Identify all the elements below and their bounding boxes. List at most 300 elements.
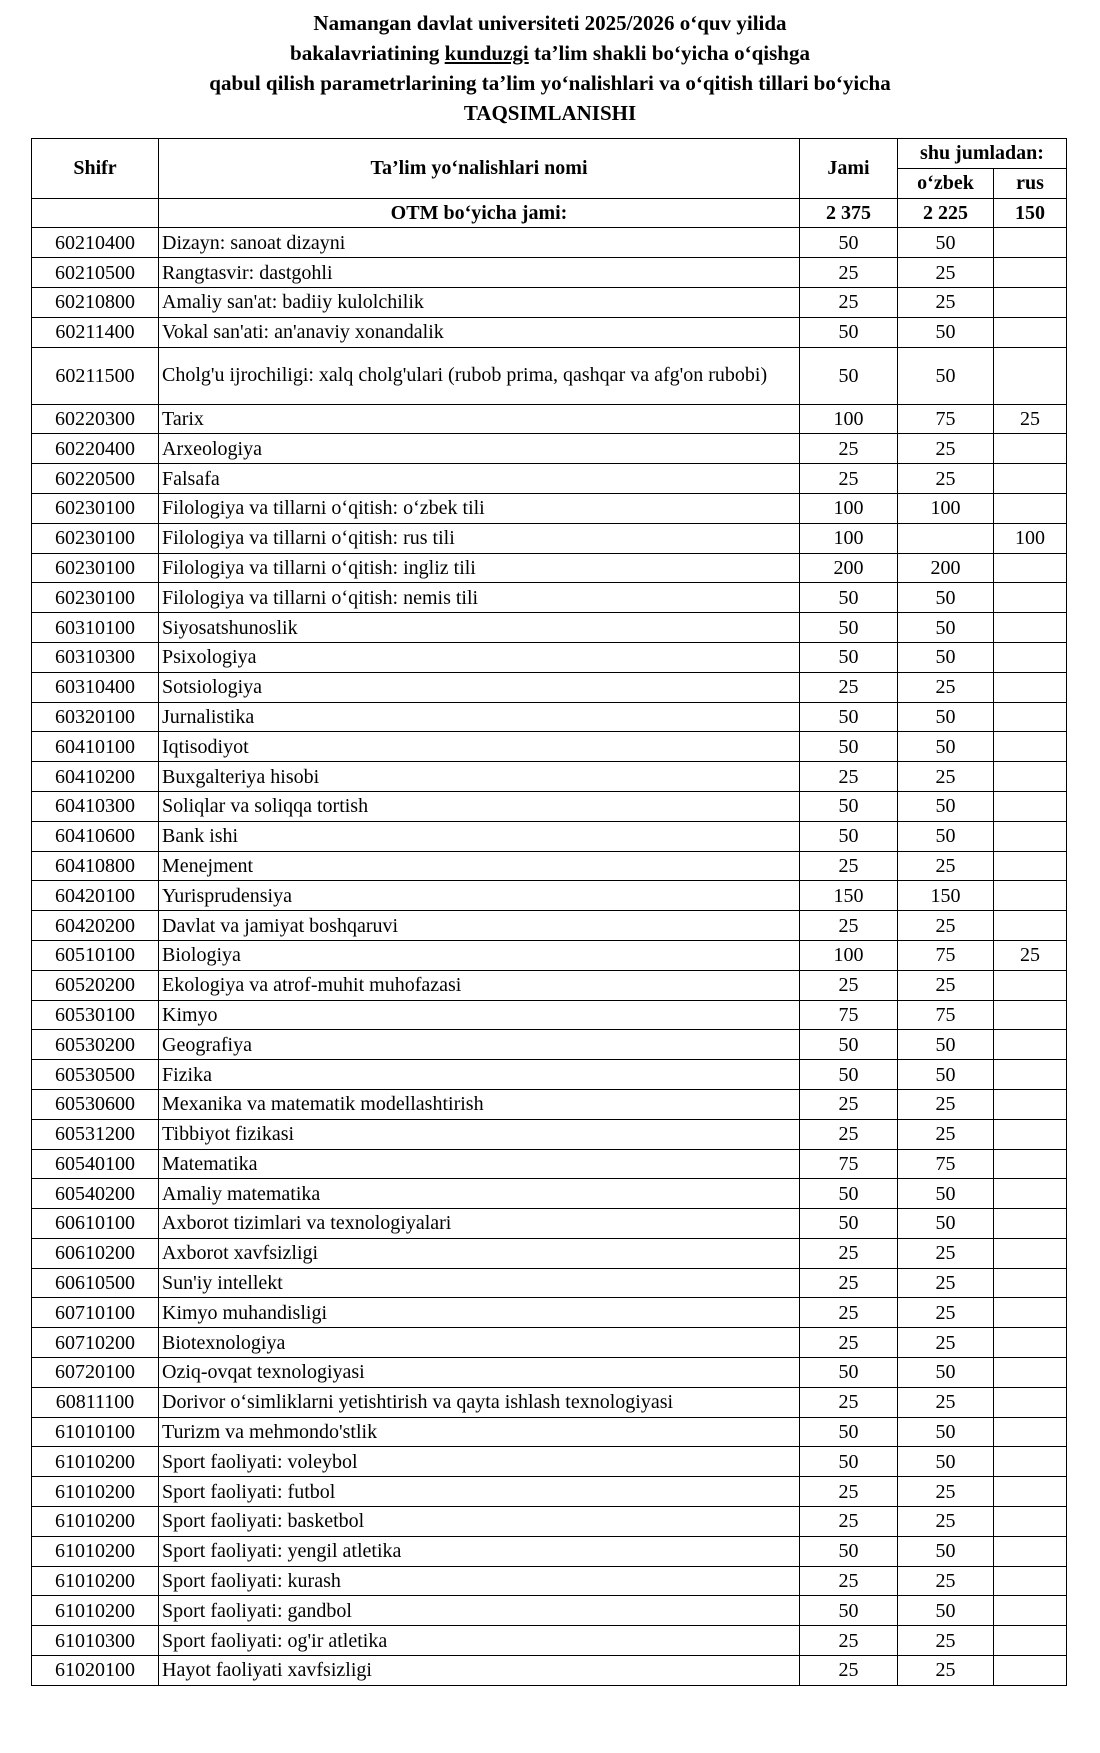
cell-code: 60540200	[32, 1179, 159, 1209]
cell-code: 60540100	[32, 1149, 159, 1179]
cell-name: Axborot tizimlari va texnologiyalari	[159, 1209, 800, 1239]
cell-code: 60420100	[32, 881, 159, 911]
cell-name: Filologiya va tillarni o‘qitish: ingliz tili	[159, 553, 800, 583]
cell-russian	[994, 791, 1067, 821]
cell-uzbek: 50	[898, 1417, 994, 1447]
cell-russian	[994, 228, 1067, 258]
cell-russian	[994, 1209, 1067, 1239]
cell-uzbek: 50	[898, 791, 994, 821]
cell-russian	[994, 1387, 1067, 1417]
cell-uzbek: 50	[898, 642, 994, 672]
cell-russian	[994, 1119, 1067, 1149]
cell-uzbek: 25	[898, 287, 994, 317]
cell-russian	[994, 1268, 1067, 1298]
cell-name: Soliqlar va soliqqa tortish	[159, 791, 800, 821]
cell-total: 50	[800, 791, 898, 821]
cell-code: 61010200	[32, 1477, 159, 1507]
table-row	[32, 1417, 1067, 1447]
cell-uzbek: 50	[898, 583, 994, 613]
cell-code: 61010200	[32, 1536, 159, 1566]
cell-name: Filologiya va tillarni o‘qitish: rus tili	[159, 523, 800, 553]
cell-code: 60610500	[32, 1268, 159, 1298]
cell-total: 25	[800, 762, 898, 792]
cell-russian	[994, 1417, 1067, 1447]
cell-russian	[994, 1596, 1067, 1626]
cell-total: 25	[800, 851, 898, 881]
cell-uzbek: 50	[898, 1179, 994, 1209]
header-total: Jami	[800, 139, 898, 199]
cell-total: 75	[800, 1000, 898, 1030]
cell-name: Cholg'u ijrochiligi: xalq cholg'ulari (rubob prima, qashqar va afg'on rubobi)	[159, 347, 800, 404]
table-row	[32, 642, 1067, 672]
cell-total: 25	[800, 1507, 898, 1537]
cell-total: 25	[800, 1268, 898, 1298]
cell-code: 60220300	[32, 404, 159, 434]
cell-russian	[994, 287, 1067, 317]
grand-total-label: OTM bo‘yicha jami:	[159, 198, 800, 228]
cell-total: 50	[800, 317, 898, 347]
cell-total: 25	[800, 1238, 898, 1268]
table-row	[32, 1387, 1067, 1417]
cell-total: 50	[800, 702, 898, 732]
cell-code: 60510100	[32, 940, 159, 970]
cell-uzbek: 75	[898, 940, 994, 970]
table-row	[32, 1060, 1067, 1090]
cell-name: Sotsiologiya	[159, 672, 800, 702]
table-row	[32, 1656, 1067, 1686]
cell-total: 50	[800, 1060, 898, 1090]
table-row	[32, 1089, 1067, 1119]
cell-name: Matematika	[159, 1149, 800, 1179]
grand-total-spacer	[32, 198, 159, 228]
cell-name: Geografiya	[159, 1030, 800, 1060]
cell-uzbek	[898, 523, 994, 553]
cell-total: 50	[800, 1536, 898, 1566]
cell-code: 60610200	[32, 1238, 159, 1268]
cell-total: 50	[800, 583, 898, 613]
cell-russian	[994, 1656, 1067, 1686]
cell-name: Sport faoliyati: kurash	[159, 1566, 800, 1596]
cell-total: 25	[800, 1119, 898, 1149]
cell-code: 60211500	[32, 347, 159, 404]
cell-code: 60211400	[32, 317, 159, 347]
cell-total: 25	[800, 1656, 898, 1686]
cell-code: 60230100	[32, 553, 159, 583]
cell-russian	[994, 1447, 1067, 1477]
cell-code: 60530500	[32, 1060, 159, 1090]
cell-name: Sport faoliyati: voleybol	[159, 1447, 800, 1477]
cell-uzbek: 25	[898, 1656, 994, 1686]
cell-code: 60310100	[32, 613, 159, 643]
table-row	[32, 1209, 1067, 1239]
table-row	[32, 1030, 1067, 1060]
cell-uzbek: 25	[898, 1238, 994, 1268]
cell-code: 60230100	[32, 583, 159, 613]
cell-total: 25	[800, 1387, 898, 1417]
cell-russian	[994, 1566, 1067, 1596]
cell-code: 60230100	[32, 493, 159, 523]
cell-code: 60220500	[32, 464, 159, 494]
cell-total: 25	[800, 672, 898, 702]
cell-russian	[994, 1328, 1067, 1358]
cell-name: Amaliy san'at: badiiy kulolchilik	[159, 287, 800, 317]
table-row	[32, 851, 1067, 881]
cell-code: 60410600	[32, 821, 159, 851]
cell-total: 50	[800, 1179, 898, 1209]
cell-russian	[994, 821, 1067, 851]
cell-name: Menejment	[159, 851, 800, 881]
cell-russian	[994, 1000, 1067, 1030]
header-group: shu jumladan:	[898, 139, 1067, 169]
cell-uzbek: 25	[898, 1119, 994, 1149]
table-row	[32, 970, 1067, 1000]
cell-code: 60410300	[32, 791, 159, 821]
grand-total-uzbek: 2 225	[898, 198, 994, 228]
cell-total: 50	[800, 1417, 898, 1447]
cell-name: Turizm va mehmondo'stlik	[159, 1417, 800, 1447]
cell-russian	[994, 1536, 1067, 1566]
cell-total: 25	[800, 1328, 898, 1358]
title-line-2-prefix: bakalavriatining	[290, 41, 445, 65]
cell-code: 60531200	[32, 1119, 159, 1149]
cell-total: 25	[800, 1477, 898, 1507]
table-row	[32, 1179, 1067, 1209]
cell-code: 60720100	[32, 1358, 159, 1388]
cell-name: Hayot faoliyati xavfsizligi	[159, 1656, 800, 1686]
table-row	[32, 1626, 1067, 1656]
header-code: Shifr	[32, 139, 159, 199]
cell-name: Filologiya va tillarni o‘qitish: o‘zbek tili	[159, 493, 800, 523]
cell-code: 60420200	[32, 911, 159, 941]
cell-code: 61010200	[32, 1566, 159, 1596]
cell-code: 60310300	[32, 642, 159, 672]
title-line-4: TAQSIMLANISHI	[463, 101, 637, 125]
cell-name: Bank ishi	[159, 821, 800, 851]
cell-name: Biologiya	[159, 940, 800, 970]
cell-total: 50	[800, 1447, 898, 1477]
cell-russian	[994, 881, 1067, 911]
cell-uzbek: 25	[898, 1268, 994, 1298]
cell-total: 50	[800, 642, 898, 672]
cell-code: 60210800	[32, 287, 159, 317]
cell-name: Tibbiyot fizikasi	[159, 1119, 800, 1149]
cell-total: 100	[800, 404, 898, 434]
title-line-2-suffix: ta’lim shakli bo‘yicha o‘qishga	[528, 41, 810, 65]
cell-russian: 25	[994, 404, 1067, 434]
cell-russian	[994, 1179, 1067, 1209]
cell-uzbek: 50	[898, 732, 994, 762]
cell-russian	[994, 434, 1067, 464]
cell-total: 25	[800, 1089, 898, 1119]
cell-russian	[994, 1477, 1067, 1507]
cell-total: 25	[800, 258, 898, 288]
cell-russian	[994, 347, 1067, 404]
cell-code: 61010100	[32, 1417, 159, 1447]
table-row	[32, 287, 1067, 317]
cell-uzbek: 25	[898, 762, 994, 792]
cell-total: 75	[800, 1149, 898, 1179]
table-row	[32, 940, 1067, 970]
cell-total: 50	[800, 1209, 898, 1239]
cell-russian	[994, 258, 1067, 288]
cell-uzbek: 50	[898, 1536, 994, 1566]
cell-name: Siyosatshunoslik	[159, 613, 800, 643]
cell-total: 25	[800, 287, 898, 317]
cell-name: Yurisprudensiya	[159, 881, 800, 911]
table-row	[32, 347, 1067, 404]
cell-uzbek: 50	[898, 228, 994, 258]
title-underlined-word: kunduzgi	[444, 41, 529, 65]
table-row	[32, 1328, 1067, 1358]
table-row	[32, 791, 1067, 821]
cell-code: 60220400	[32, 434, 159, 464]
cell-name: Falsafa	[159, 464, 800, 494]
cell-uzbek: 25	[898, 1328, 994, 1358]
cell-russian	[994, 613, 1067, 643]
cell-name: Rangtasvir: dastgohli	[159, 258, 800, 288]
cell-total: 25	[800, 911, 898, 941]
cell-russian	[994, 851, 1067, 881]
table-row	[32, 1596, 1067, 1626]
table-row	[32, 583, 1067, 613]
table-row	[32, 228, 1067, 258]
cell-name: Kimyo	[159, 1000, 800, 1030]
table-row	[32, 1477, 1067, 1507]
cell-uzbek: 50	[898, 1358, 994, 1388]
cell-russian	[994, 1626, 1067, 1656]
cell-russian	[994, 1089, 1067, 1119]
cell-russian	[994, 642, 1067, 672]
cell-uzbek: 50	[898, 613, 994, 643]
cell-uzbek: 50	[898, 1596, 994, 1626]
cell-code: 60210500	[32, 258, 159, 288]
grand-total-row	[32, 198, 1067, 228]
cell-total: 150	[800, 881, 898, 911]
cell-uzbek: 50	[898, 347, 994, 404]
cell-uzbek: 75	[898, 404, 994, 434]
header-name: Ta’lim yo‘nalishlari nomi	[159, 139, 800, 199]
cell-name: Sport faoliyati: gandbol	[159, 1596, 800, 1626]
cell-name: Vokal san'ati: an'anaviy xonandalik	[159, 317, 800, 347]
title-line-2	[0, 38, 1100, 68]
table-row	[32, 1298, 1067, 1328]
cell-total: 100	[800, 523, 898, 553]
cell-uzbek: 25	[898, 1626, 994, 1656]
cell-code: 60320100	[32, 702, 159, 732]
cell-uzbek: 25	[898, 970, 994, 1000]
document-title	[0, 8, 1100, 128]
cell-name: Sun'iy intellekt	[159, 1268, 800, 1298]
cell-name: Jurnalistika	[159, 702, 800, 732]
cell-uzbek: 25	[898, 911, 994, 941]
table-row	[32, 821, 1067, 851]
cell-name: Dizayn: sanoat dizayni	[159, 228, 800, 258]
cell-total: 100	[800, 493, 898, 523]
cell-uzbek: 150	[898, 881, 994, 911]
cell-total: 50	[800, 228, 898, 258]
table-row	[32, 1447, 1067, 1477]
cell-russian	[994, 493, 1067, 523]
cell-code: 60210400	[32, 228, 159, 258]
table-row	[32, 553, 1067, 583]
cell-russian	[994, 583, 1067, 613]
table-row	[32, 523, 1067, 553]
cell-uzbek: 50	[898, 1447, 994, 1477]
admission-table	[31, 138, 1067, 1686]
title-line-3: qabul qilish parametrlarining ta’lim yo‘nalishlari va o‘qitish tillari bo‘yicha	[209, 71, 891, 95]
cell-name: Filologiya va tillarni o‘qitish: nemis tili	[159, 583, 800, 613]
table-row	[32, 434, 1067, 464]
cell-name: Arxeologiya	[159, 434, 800, 464]
cell-uzbek: 75	[898, 1000, 994, 1030]
cell-total: 200	[800, 553, 898, 583]
table-row	[32, 1566, 1067, 1596]
table-row	[32, 317, 1067, 347]
cell-code: 60811100	[32, 1387, 159, 1417]
cell-russian	[994, 732, 1067, 762]
cell-uzbek: 25	[898, 464, 994, 494]
cell-code: 61010200	[32, 1596, 159, 1626]
cell-code: 60710200	[32, 1328, 159, 1358]
cell-name: Davlat va jamiyat boshqaruvi	[159, 911, 800, 941]
table-row	[32, 881, 1067, 911]
cell-uzbek: 50	[898, 1030, 994, 1060]
cell-total: 50	[800, 732, 898, 762]
table-row	[32, 404, 1067, 434]
cell-code: 60230100	[32, 523, 159, 553]
cell-total: 25	[800, 464, 898, 494]
cell-name: Oziq-ovqat texnologiyasi	[159, 1358, 800, 1388]
cell-russian	[994, 911, 1067, 941]
cell-uzbek: 100	[898, 493, 994, 523]
cell-russian	[994, 464, 1067, 494]
cell-name: Fizika	[159, 1060, 800, 1090]
cell-russian	[994, 1238, 1067, 1268]
cell-uzbek: 50	[898, 821, 994, 851]
cell-code: 61010200	[32, 1507, 159, 1537]
cell-total: 50	[800, 821, 898, 851]
table-row	[32, 1119, 1067, 1149]
cell-total: 50	[800, 1030, 898, 1060]
cell-uzbek: 25	[898, 1298, 994, 1328]
cell-code: 60530200	[32, 1030, 159, 1060]
table-row	[32, 613, 1067, 643]
cell-name: Psixologiya	[159, 642, 800, 672]
cell-total: 25	[800, 1566, 898, 1596]
cell-code: 61020100	[32, 1656, 159, 1686]
table-row	[32, 911, 1067, 941]
table-row	[32, 1238, 1067, 1268]
table-row	[32, 1507, 1067, 1537]
cell-russian	[994, 553, 1067, 583]
cell-name: Mexanika va matematik modellashtirish	[159, 1089, 800, 1119]
cell-code: 60530100	[32, 1000, 159, 1030]
cell-code: 60530600	[32, 1089, 159, 1119]
header-uzbek: o‘zbek	[898, 168, 994, 198]
cell-total: 25	[800, 1298, 898, 1328]
cell-uzbek: 25	[898, 1477, 994, 1507]
table-row	[32, 1149, 1067, 1179]
cell-code: 60710100	[32, 1298, 159, 1328]
table-row	[32, 1536, 1067, 1566]
cell-code: 61010300	[32, 1626, 159, 1656]
cell-total: 50	[800, 347, 898, 404]
cell-russian: 100	[994, 523, 1067, 553]
cell-russian	[994, 970, 1067, 1000]
cell-uzbek: 25	[898, 1089, 994, 1119]
cell-name: Kimyo muhandisligi	[159, 1298, 800, 1328]
cell-name: Tarix	[159, 404, 800, 434]
cell-russian: 25	[994, 940, 1067, 970]
cell-russian	[994, 1030, 1067, 1060]
table-row	[32, 762, 1067, 792]
grand-total-value: 2 375	[800, 198, 898, 228]
cell-uzbek: 25	[898, 434, 994, 464]
cell-uzbek: 25	[898, 1507, 994, 1537]
table-body	[32, 198, 1067, 1685]
cell-code: 60410800	[32, 851, 159, 881]
table-row	[32, 1358, 1067, 1388]
table-row	[32, 732, 1067, 762]
cell-russian	[994, 762, 1067, 792]
cell-name: Axborot xavfsizligi	[159, 1238, 800, 1268]
cell-uzbek: 50	[898, 1060, 994, 1090]
grand-total-russian: 150	[994, 198, 1067, 228]
cell-uzbek: 75	[898, 1149, 994, 1179]
cell-name: Buxgalteriya hisobi	[159, 762, 800, 792]
table-row	[32, 702, 1067, 732]
cell-name: Amaliy matematika	[159, 1179, 800, 1209]
cell-uzbek: 25	[898, 1387, 994, 1417]
cell-name: Ekologiya va atrof-muhit muhofazasi	[159, 970, 800, 1000]
cell-russian	[994, 702, 1067, 732]
table-row	[32, 1268, 1067, 1298]
cell-code: 60410200	[32, 762, 159, 792]
cell-total: 50	[800, 613, 898, 643]
cell-total: 25	[800, 970, 898, 1000]
cell-name: Biotexnologiya	[159, 1328, 800, 1358]
cell-code: 60520200	[32, 970, 159, 1000]
cell-russian	[994, 1358, 1067, 1388]
cell-uzbek: 25	[898, 1566, 994, 1596]
cell-uzbek: 50	[898, 1209, 994, 1239]
cell-total: 25	[800, 1626, 898, 1656]
cell-uzbek: 25	[898, 258, 994, 288]
title-line-1: Namangan davlat universiteti 2025/2026 o‘quv yilida	[313, 11, 787, 35]
cell-code: 60310400	[32, 672, 159, 702]
cell-name: Iqtisodiyot	[159, 732, 800, 762]
cell-total: 50	[800, 1596, 898, 1626]
cell-name: Sport faoliyati: basketbol	[159, 1507, 800, 1537]
table-row	[32, 464, 1067, 494]
cell-code: 60410100	[32, 732, 159, 762]
cell-russian	[994, 1298, 1067, 1328]
cell-russian	[994, 317, 1067, 347]
cell-total: 25	[800, 434, 898, 464]
cell-name: Sport faoliyati: yengil atletika	[159, 1536, 800, 1566]
cell-name: Sport faoliyati: futbol	[159, 1477, 800, 1507]
cell-uzbek: 25	[898, 851, 994, 881]
table-row	[32, 258, 1067, 288]
cell-total: 100	[800, 940, 898, 970]
cell-code: 60610100	[32, 1209, 159, 1239]
cell-russian	[994, 1149, 1067, 1179]
cell-uzbek: 50	[898, 317, 994, 347]
cell-uzbek: 50	[898, 702, 994, 732]
cell-name: Dorivor o‘simliklarni yetishtirish va qayta ishlash texnologiyasi	[159, 1387, 800, 1417]
cell-code: 61010200	[32, 1447, 159, 1477]
cell-total: 50	[800, 1358, 898, 1388]
